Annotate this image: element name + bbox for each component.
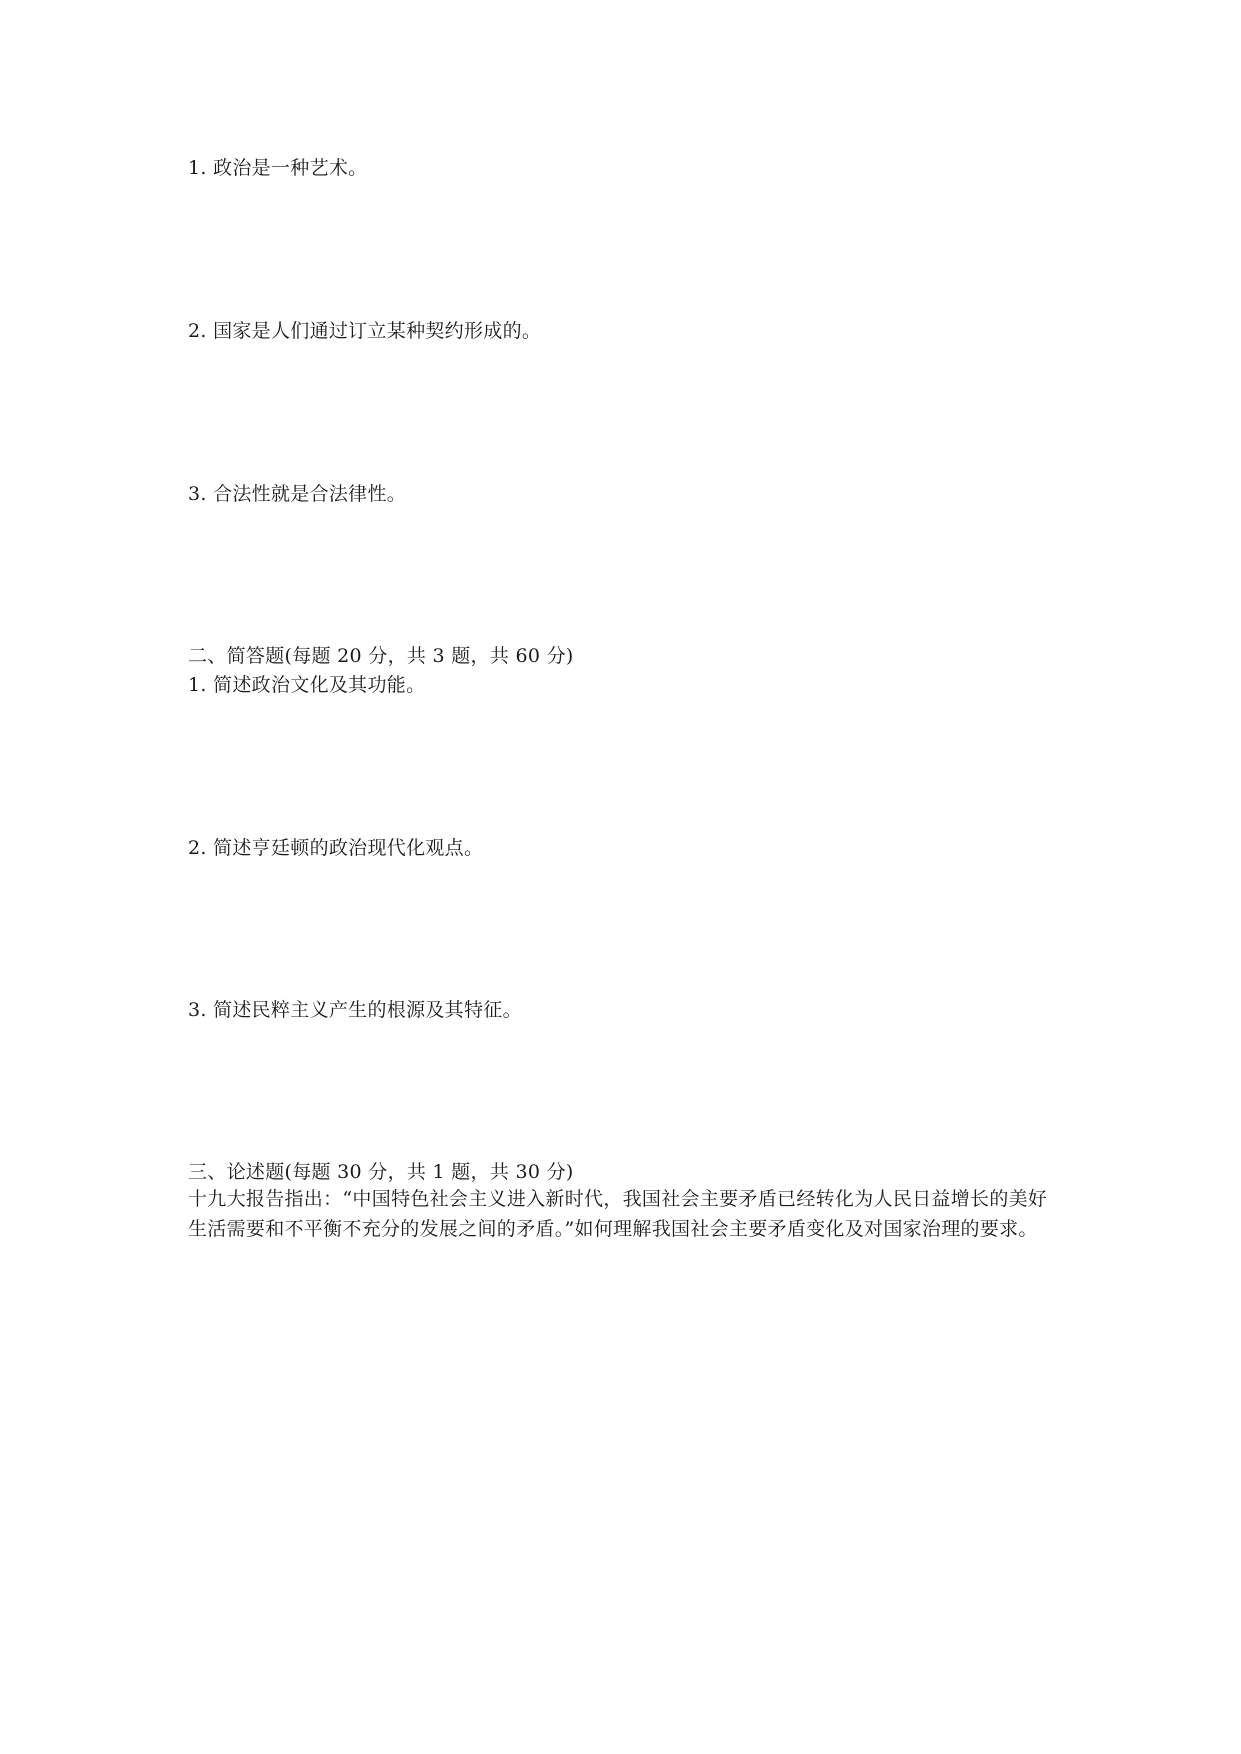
question-1-3: 3. 合法性就是合法律性。 xyxy=(188,483,407,505)
section-2-heading: 二、简答题(每题 20 分，共 3 题，共 60 分) xyxy=(188,645,574,667)
question-2-3: 3. 简述民粹主义产生的根源及其特征。 xyxy=(188,999,522,1021)
question-2-1: 1. 简述政治文化及其功能。 xyxy=(188,674,426,696)
question-1-1: 1. 政治是一种艺术。 xyxy=(188,157,368,179)
question-2-2: 2. 简述亨廷顿的政治现代化观点。 xyxy=(188,837,484,859)
section-3-heading: 三、论述题(每题 30 分，共 1 题，共 30 分) xyxy=(188,1161,574,1183)
essay-question: 十九大报告指出：“中国特色社会主义进入新时代，我国社会主要矛盾已经转化为人民日益增长的美好生活需要和不平衡不充分的发展之间的矛盾。”如何理解我国社会主要矛盾变化及对国家治理的要求。 xyxy=(188,1188,1048,1240)
question-1-2: 2. 国家是人们通过订立某种契约形成的。 xyxy=(188,320,542,342)
